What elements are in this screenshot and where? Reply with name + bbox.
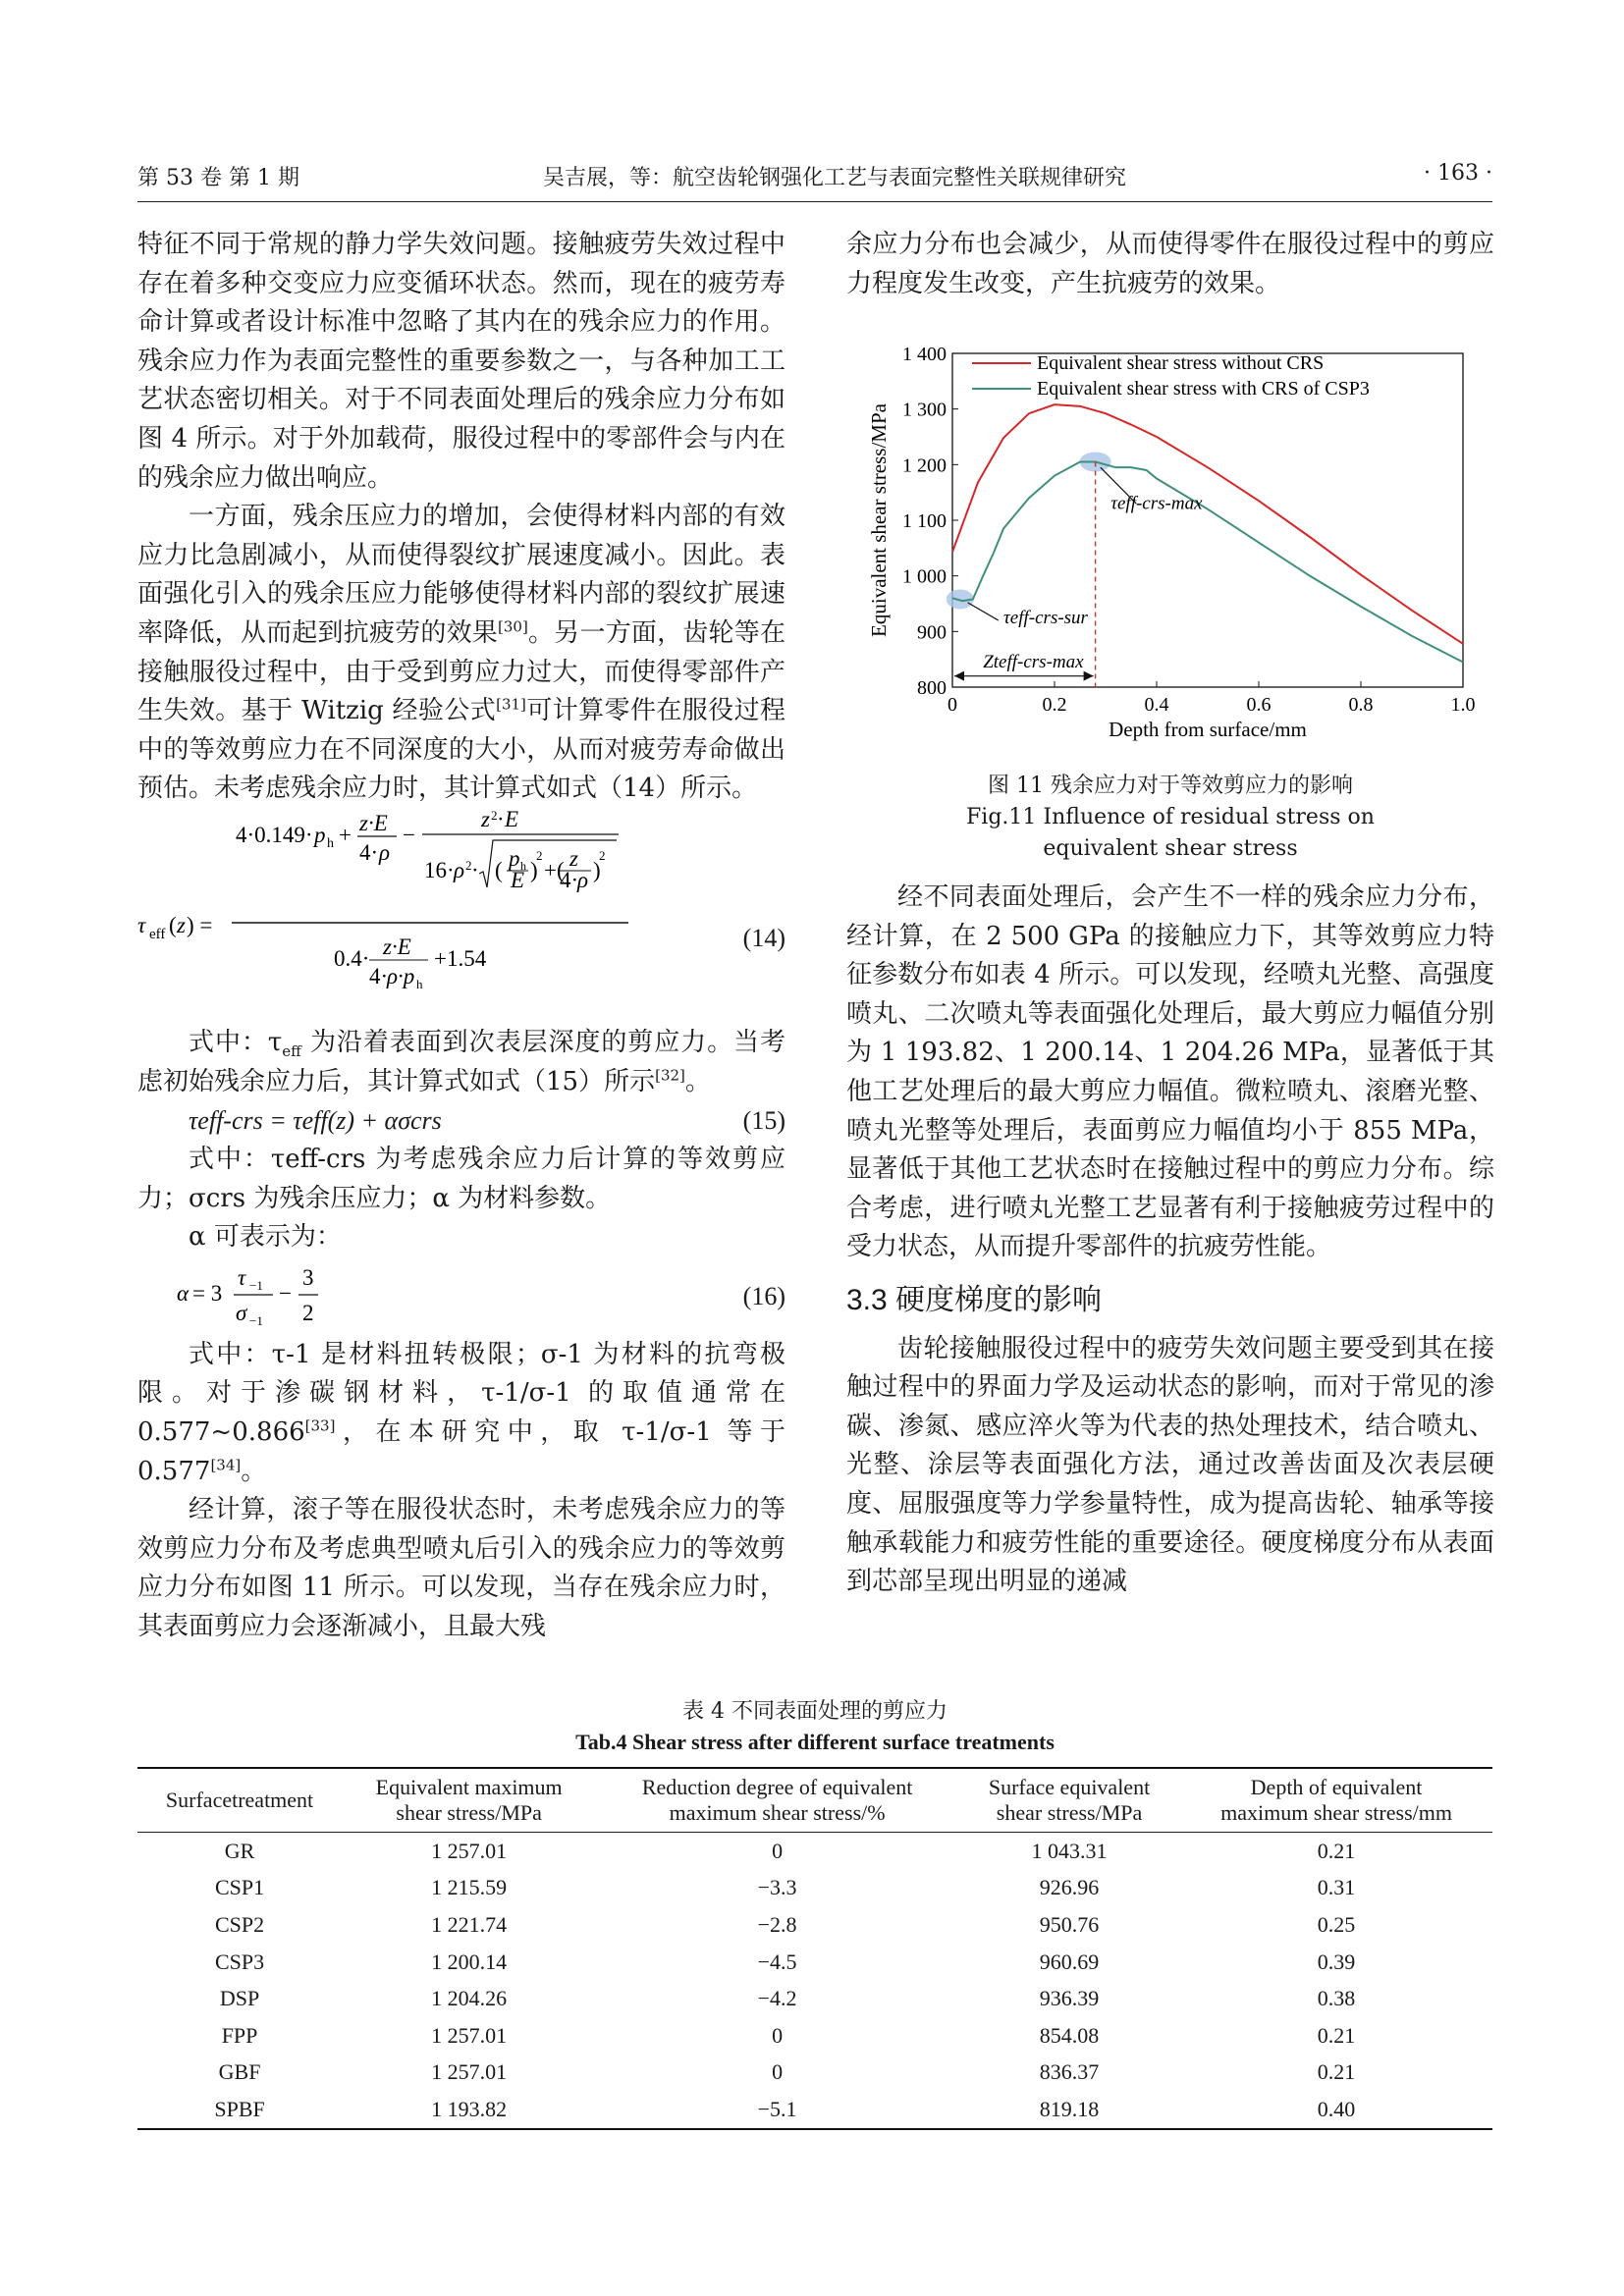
- chart-annotation: τeff-crs-sur: [1003, 607, 1088, 628]
- svg-text:4·: 4·: [369, 963, 389, 988]
- running-header: [137, 157, 1492, 196]
- svg-text:·: ·: [497, 806, 505, 831]
- table-cell: 1 215.59: [431, 1875, 508, 1900]
- table-cell: 0: [772, 2059, 784, 2085]
- table-row: [137, 1906, 1492, 1944]
- header-rule: [137, 201, 1492, 202]
- table-cell: 854.08: [1039, 2022, 1100, 2048]
- table-cell: −2.8: [757, 1911, 797, 1937]
- svg-text:): ): [530, 857, 538, 882]
- svg-text:z·E: z·E: [359, 810, 388, 835]
- svg-text:2: 2: [599, 847, 606, 863]
- svg-text:τ: τ: [137, 912, 146, 937]
- svg-text:+: +: [339, 822, 352, 847]
- svg-text:4·: 4·: [560, 867, 579, 892]
- svg-text:τ: τ: [238, 1264, 246, 1290]
- y-tick-label: 800: [917, 677, 947, 699]
- caption-en: equivalent shear stress: [1043, 836, 1298, 861]
- svg-text:2: 2: [302, 1300, 314, 1325]
- right-column-bottom: [846, 879, 1494, 1602]
- annotation-arrow: [968, 603, 999, 620]
- arrow-head: [1084, 671, 1094, 681]
- table-row: [137, 2055, 1492, 2092]
- table-cell: GBF: [218, 2059, 261, 2085]
- column-header: Surface equivalent shear stress/MPa: [958, 1768, 1180, 1833]
- table-cell: FPP: [221, 2022, 258, 2048]
- svg-text:0.4·: 0.4·: [334, 945, 370, 971]
- table-cell: 1 257.01: [431, 1838, 508, 1863]
- svg-text:ρ: ρ: [577, 867, 589, 892]
- legend-label: Equivalent shear stress without CRS: [1037, 352, 1325, 374]
- svg-text:2: 2: [465, 857, 472, 873]
- paragraph: 式中：$\tau_{eff}$ 为沿着表面到次表层深度的剪应力。当考虑初始残余应力后，其计算式如式（15）所示[32]。: [137, 1027, 785, 1096]
- paragraph: 经不同表面处理后，会产生不一样的残余应力分布，经计算，在 2 500 GPa 的接触应力下，其等效剪应力特征参数分布如表 4 所示。可以发现，经喷丸光整、高强度喷丸、二次喷丸等表面强化处理后，最大剪应力幅值分别为 1 193.82、1 200.14、1 204.26 MPa，显著低于其他工艺处理后的最大剪应力幅值。微粒喷丸、滚磨光整、喷丸光整等处理后，表面剪应力幅值均小于 855 MPa，显著低于其他工艺状态时在接触过程中的剪应力分布。综合考虑，进行喷丸光整工艺显著有利于接触疲劳过程中的受力状态，从而提升零部件的抗疲劳性能。: [846, 882, 1494, 1262]
- svg-text:h: h: [520, 858, 526, 873]
- x-tick-label: 0.6: [1246, 694, 1272, 716]
- table-cell: SPBF: [137, 2091, 342, 2129]
- right-column-top: [846, 226, 1494, 303]
- svg-text:z: z: [481, 806, 490, 831]
- svg-text:−1: −1: [249, 1312, 263, 1328]
- table-cell: DSP: [219, 1986, 260, 2011]
- caption-cn: 表 4 不同表面处理的剪应力: [682, 1699, 947, 1724]
- svg-text:z·E: z·E: [383, 934, 411, 959]
- table-cell: 0.31: [1317, 1875, 1356, 1900]
- svg-text:σ: σ: [236, 1300, 247, 1325]
- table-cell: 819.18: [958, 2091, 1180, 2129]
- figure-11: [864, 334, 1492, 756]
- table-cell: CSP3: [214, 1949, 265, 1974]
- y-tick-label: 1 400: [902, 344, 947, 365]
- page-number: · 163 ·: [1424, 161, 1492, 186]
- table-header-row: [137, 1768, 1492, 1833]
- svg-text:ρ: ρ: [454, 857, 465, 882]
- paragraph: 式中：τeff-crs 为考虑残余应力后计算的等效剪应力；σcrs 为残余压应力；α 为材料参数。: [137, 1145, 785, 1213]
- svg-text:E: E: [505, 806, 519, 831]
- table-cell: 0: [772, 2022, 784, 2048]
- table-cell: 0.39: [1317, 1949, 1356, 1974]
- table-cell: 0.38: [1317, 1986, 1356, 2011]
- svg-text:ρ: ρ: [379, 839, 391, 865]
- caption-cn: 图 11 残余应力对于等效剪应力的影响: [988, 774, 1353, 798]
- table-cell: 0.21: [1317, 1838, 1356, 1863]
- column-header: Equivalent maximum shear stress/MPa: [342, 1768, 596, 1833]
- table-caption: [137, 1696, 1492, 1757]
- svg-text:−1: −1: [249, 1277, 263, 1293]
- journal-issue: 第 53 卷 第 1 期: [137, 166, 299, 190]
- svg-text:z: z: [177, 912, 186, 937]
- column-header: Reduction degree of equivalent maximum shear stress/%: [596, 1768, 958, 1833]
- left-column: [137, 226, 785, 1647]
- x-tick-label: 0.2: [1042, 694, 1067, 716]
- table-cell: 1 193.82: [342, 2091, 596, 2129]
- equation-16: [137, 1257, 785, 1336]
- svg-text:E: E: [511, 867, 525, 892]
- legend-label: Equivalent shear stress with CRS of CSP3: [1037, 378, 1370, 400]
- equation-number: (15): [742, 1106, 785, 1136]
- paragraph: 经计算，滚子等在服役状态时，未考虑残余应力的等效剪应力分布及考虑典型喷丸后引入的残余应力的等效剪应力分布如图 11 所示。可以发现，当存在残余应力时，其表面剪应力会逐渐减小，且最大残: [137, 1495, 785, 1642]
- equation-number: (14): [742, 923, 785, 952]
- svg-text:eff: eff: [149, 926, 166, 942]
- table-cell: −4.2: [757, 1986, 797, 2011]
- column-header: Surfacetreatment: [137, 1768, 342, 1833]
- y-tick-label: 1 200: [902, 454, 947, 477]
- shear-stress-table: [137, 1767, 1492, 2130]
- svg-text:·: ·: [471, 857, 479, 882]
- table-cell: 1 257.01: [431, 2022, 508, 2048]
- section-heading: 3.3 硬度梯度的影响: [846, 1283, 1103, 1316]
- table-cell: CSP1: [214, 1875, 265, 1900]
- table-cell: CSP2: [214, 1911, 265, 1937]
- svg-text:): ): [593, 857, 601, 882]
- table-cell: 926.96: [1039, 1875, 1100, 1900]
- y-tick-label: 1 100: [902, 510, 947, 532]
- caption-en: Tab.4 Shear stress after different surface treatments: [575, 1730, 1055, 1754]
- y-tick-label: 900: [917, 621, 947, 644]
- table-cell: −4.5: [757, 1949, 797, 1974]
- equation-14: [137, 806, 785, 1018]
- svg-text:z: z: [569, 845, 578, 871]
- line-chart: [864, 334, 1492, 756]
- svg-text:) =: ) =: [187, 912, 213, 937]
- svg-text:h: h: [327, 835, 334, 851]
- paragraph: 特征不同于常规的静力学失效问题。接触疲劳失效过程中存在着多种交变应力应变循环状态。然而，现在的疲劳寿命计算或者设计标准中忽略了其内在的残余应力的作用。残余应力作为表面完整性的重要参数之一，与各种加工工艺状态密切相关。对于不同表面处理后的残余应力分布如图 4 所示。对于外加载荷，服役过程中的零部件会与内在的残余应力做出响应。: [137, 230, 785, 493]
- equation-15: τeff-crs = τeff(z) + ασcrs (15): [137, 1101, 785, 1141]
- table-row: [137, 2017, 1492, 2055]
- x-tick-label: 0: [947, 694, 957, 716]
- table-cell: 0.21: [1317, 2059, 1356, 2085]
- table-cell: 0.25: [1317, 1911, 1356, 1937]
- x-tick-label: 0.4: [1144, 694, 1169, 716]
- svg-text:p: p: [314, 822, 326, 847]
- table-cell: GR: [224, 1838, 255, 1863]
- series-line: [952, 462, 1463, 663]
- svg-text:2: 2: [491, 807, 498, 823]
- table-cell: −5.1: [596, 2091, 958, 2129]
- paragraph: α 可表示为：: [189, 1222, 342, 1253]
- figure-caption: [846, 771, 1494, 865]
- paragraph: 一方面，残余压应力的增加，会使得材料内部的有效应力比急剧减小，从而使得裂纹扩展速度减小。因此。表面强化引入的残余压应力能够使得材料内部的裂纹扩展速率降低，从而起到抗疲劳的效果[30]。另一方面，齿轮等在接触服役过程中，由于受到剪应力过大，而使得零部件产生失效。基于 Witzig 经验公式[31]可计算零件在服役过程中的等效剪应力在不同深度的大小，从而对疲劳寿命做出预估。未考虑残余应力时，其计算式如式（14）所示。: [137, 502, 785, 804]
- table-cell: 950.76: [1039, 1911, 1100, 1937]
- svg-text:α: α: [177, 1280, 189, 1306]
- svg-text:16·: 16·: [424, 857, 455, 882]
- x-tick-label: 0.8: [1348, 694, 1374, 716]
- table-cell: 1 204.26: [431, 1986, 508, 2011]
- table-cell: 1 257.01: [431, 2059, 508, 2085]
- svg-text:4·0.149·: 4·0.149·: [236, 822, 313, 847]
- table-cell: 0.40: [1180, 2091, 1492, 2129]
- svg-text:p: p: [509, 845, 520, 871]
- table-cell: 1 200.14: [431, 1949, 508, 1974]
- svg-text:ρ·p: ρ·p: [387, 963, 415, 988]
- y-tick-label: 1 300: [902, 399, 947, 421]
- svg-text:+1.54: +1.54: [434, 945, 487, 971]
- paragraph: 齿轮接触服役过程中的疲劳失效问题主要受到其在接触过程中的界面力学及运动状态的影响，而对于常见的渗碳、渗氮、感应淬火等为代表的热处理技术，结合喷丸、光整、涂层等表面强化方法，通过改善齿面及次表层硬度、屈服强度等力学参量特性，成为提高齿轮、轴承等接触承载能力和疲劳性能的重要途径。硬度梯度分布从表面到芯部呈现出明显的递减: [846, 1333, 1494, 1597]
- y-axis-label: Equivalent shear stress/MPa: [867, 403, 891, 637]
- svg-text:(: (: [495, 857, 503, 882]
- table-row: [137, 1833, 1492, 1870]
- paragraph: 余应力分布也会减少，从而使得零件在服役过程中的剪应力程度发生改变，产生抗疲劳的效果。: [846, 230, 1494, 298]
- x-tick-label: 1.0: [1450, 694, 1476, 716]
- svg-text:h: h: [416, 976, 423, 991]
- running-title: 吴吉展，等：航空齿轮钢强化工艺与表面完整性关联规律研究: [542, 166, 1126, 190]
- svg-text:4·: 4·: [359, 839, 379, 865]
- table-row: [137, 1870, 1492, 1907]
- svg-text:= 3: = 3: [192, 1280, 223, 1306]
- plot-frame: [952, 353, 1463, 687]
- table-cell: 0: [772, 1838, 784, 1863]
- svg-text:2: 2: [536, 847, 543, 863]
- column-header: Depth of equivalent maximum shear stress/mm: [1180, 1768, 1492, 1833]
- svg-text:−: −: [279, 1280, 292, 1306]
- chart-annotation: τeff-crs-max: [1110, 493, 1203, 514]
- table-cell: 960.69: [1039, 1949, 1100, 1974]
- table-cell: 1 043.31: [1031, 1838, 1108, 1863]
- svg-text:3: 3: [302, 1264, 314, 1290]
- table-cell: 936.39: [1039, 1986, 1100, 2011]
- table-cell: 1 221.74: [431, 1911, 508, 1937]
- x-axis-label: Depth from surface/mm: [1109, 718, 1307, 741]
- table-cell: −3.3: [757, 1875, 797, 1900]
- caption-en: Fig.11 Influence of residual stress on: [966, 805, 1375, 829]
- svg-text:−: −: [403, 822, 415, 847]
- table-cell: 0.21: [1317, 2022, 1356, 2048]
- chart-annotation: Zteff-crs-max: [983, 652, 1084, 673]
- table-row: [137, 2091, 1492, 2129]
- equation-number: (16): [742, 1281, 785, 1310]
- svg-text:+(: +(: [544, 857, 565, 882]
- y-tick-label: 1 000: [902, 565, 947, 588]
- table-row: [137, 1980, 1492, 2017]
- paragraph: 式中：τ-1 是材料扭转极限；σ-1 为材料的抗弯极限。对于渗碳钢材料，τ-1/σ-1 的取值通常在 0.577~0.866[33]，在本研究中，取 τ-1/σ-1 等于 0.577[34]。: [137, 1339, 785, 1486]
- table-row: [137, 1944, 1492, 1981]
- arrow-head: [954, 671, 964, 681]
- table-cell: 836.37: [1039, 2059, 1100, 2085]
- svg-text:(: (: [169, 912, 177, 937]
